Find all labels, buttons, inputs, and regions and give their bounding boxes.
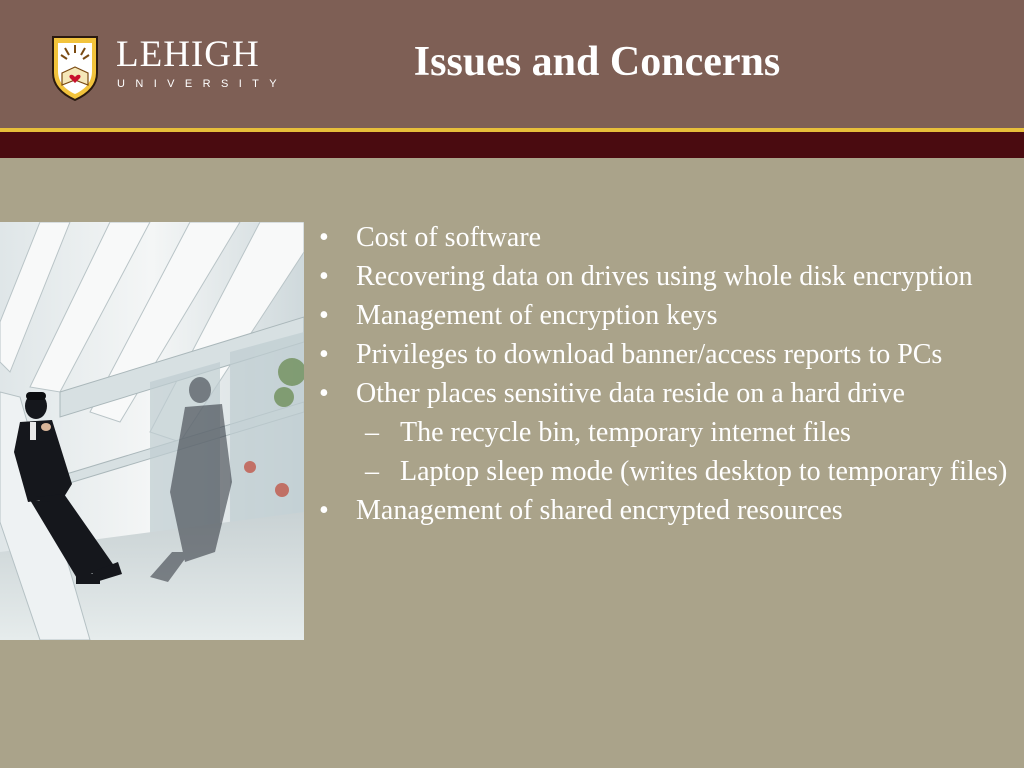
bullet-text: Cost of software xyxy=(356,222,542,253)
businessman-photo xyxy=(0,222,304,640)
bullet-marker: • xyxy=(319,495,329,526)
bullet-marker: • xyxy=(319,378,329,409)
logo-wordmark: LEHIGH xyxy=(116,34,260,75)
bullet-marker: • xyxy=(319,339,329,370)
bullet-item xyxy=(316,222,1008,253)
bullet-item xyxy=(316,495,1008,526)
bullet-item xyxy=(316,339,1008,370)
bullet-item xyxy=(316,300,1008,331)
bullet-item xyxy=(316,261,1008,292)
bullet-list xyxy=(316,214,1008,526)
maroon-band xyxy=(0,132,1024,158)
shield-icon xyxy=(50,33,100,101)
sub-bullet-text: The recycle bin, temporary internet files xyxy=(400,417,851,448)
bullet-text: Privileges to download banner/access reports to PCs xyxy=(356,339,943,370)
sub-bullet-marker: – xyxy=(365,456,379,487)
bullet-text: Management of shared encrypted resources xyxy=(356,495,843,526)
slide-title: Issues and Concerns xyxy=(413,39,781,85)
bullet-marker: • xyxy=(319,222,329,253)
bullet-text: Other places sensitive data reside on a hard drive xyxy=(356,378,905,409)
bullet-marker: • xyxy=(319,300,329,331)
sub-bullet-text: Laptop sleep mode (writes desktop to temporary files) xyxy=(400,456,1008,487)
sub-bullet-item xyxy=(316,456,1008,487)
lehigh-logo xyxy=(50,33,300,103)
bullet-marker: • xyxy=(319,261,329,292)
sub-bullet-item xyxy=(316,417,1008,448)
bullet-text: Management of encryption keys xyxy=(356,300,718,331)
logo-subtitle: UNIVERSITY xyxy=(117,78,288,90)
bullet-text: Recovering data on drives using whole disk encryption xyxy=(356,261,973,292)
bullet-item xyxy=(316,378,1008,409)
sub-bullet-marker: – xyxy=(365,417,379,448)
